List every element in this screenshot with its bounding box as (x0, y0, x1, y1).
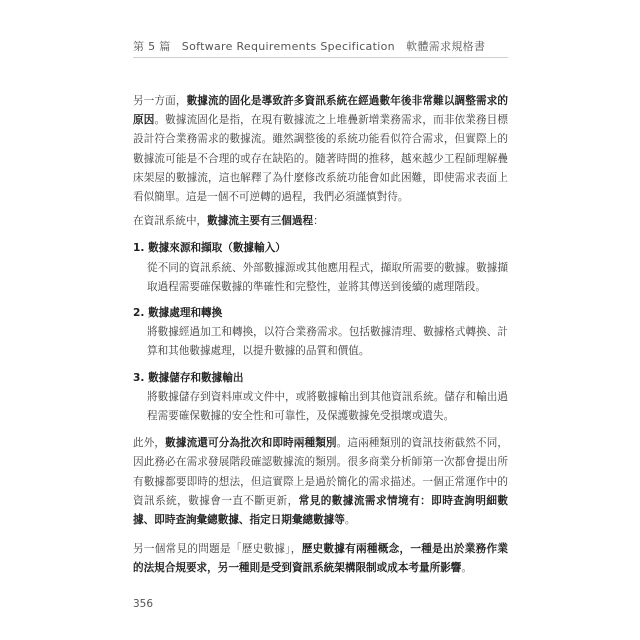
p3-mid: 。這兩種類別的資訊技術截然不同，因此務必在需求發展階段確認數據流的類別。很多商業分析師第一次都會提出所有數據都要即時的想法，但這實際上是過於簡化的需求描述。一個正常運作中的資訊系統，數據會一直不斷更新， (133, 437, 509, 507)
page-number: 356 (133, 598, 154, 610)
p2-bold: 數據流主要有三個過程 (207, 215, 314, 228)
p4-end: 。 (461, 562, 472, 575)
paragraph-batch-vs-realtime (133, 434, 508, 530)
list-item-title: 3. 數據儲存和數據輸出 (133, 371, 244, 384)
p4-bold: 歷史數據有兩種概念，一種是出於業務作業的法規合規要求，另一種則是受到資訊系統架構限制或成本考量所影響 (133, 543, 509, 575)
list-item (133, 304, 508, 362)
p1-intro: 另一方面， (133, 95, 187, 107)
p4-intro: 另一個常見的問題是「歷史數據」， (133, 543, 302, 556)
p3-intro: 此外， (133, 437, 166, 450)
list-item-body: 將數據儲存到資料庫或文件中，或將數據輸出到其他資訊系統。儲存和輸出過程需要確保數據的安全性和可靠性，及保護數據免受損壞或遺失。 (147, 390, 508, 423)
list-item (133, 369, 508, 427)
page-body (133, 92, 508, 579)
paragraph-historical-data (133, 540, 508, 578)
list-item-body: 將數據經過加工和轉換，以符合業務需求。包括數據清理、數據格式轉換、計算和其他數據處理，以提升數據的品質和價值。 (147, 326, 508, 358)
p3-end: 。 (344, 514, 356, 527)
header-rule (133, 57, 508, 58)
paragraph-three-processes-lead (133, 212, 508, 231)
p1-bold: 數據流的固化是導致許多資訊系統在經過數年後非常難以調整需求的原因 (133, 95, 509, 127)
p1-rest: 。數據流固化是指，在現有數據流之上堆疊新增業務需求，而非依業務目標設計符合業務需求的數據流。雖然調整後的系統功能看似符合需求，但實際上的數據流可能是不合理的或存在缺陷的。隨著時間的推移，越來越少工程師理解疊床架屋的數據流，這也解釋了為什麼修改系統功能會如此困難，即使需求表面上看似簡單。這是一個不可逆轉的過程，我們必須謹慎對待。 (133, 114, 508, 204)
list-item-title: 2. 數據處理和轉換 (133, 307, 223, 320)
p2-end: ： (313, 215, 324, 228)
list-item-title: 1. 數據來源和擷取（數據輸入） (133, 242, 286, 255)
p2-intro: 在資訊系統中， (133, 215, 208, 228)
p3-bold-2: 常見的數據流需求情境有：即時查詢明細數據、即時查詢彙總數據、指定日期彙總數據等 (133, 494, 508, 527)
p3-bold-1: 數據流還可分為批次和即時兩種類別 (165, 437, 337, 450)
paragraph-data-flow-solidification (133, 92, 508, 207)
list-item (133, 239, 508, 297)
running-head: 第 5 篇 Software Requirements Specification 軟體需求規格書 (133, 40, 486, 53)
list-item-body: 從不同的資訊系統、外部數據源或其他應用程式，擷取所需要的數據。數據擷取過程需要確保數據的準確性和完整性，並將其傳送到後續的處理階段。 (147, 261, 508, 293)
